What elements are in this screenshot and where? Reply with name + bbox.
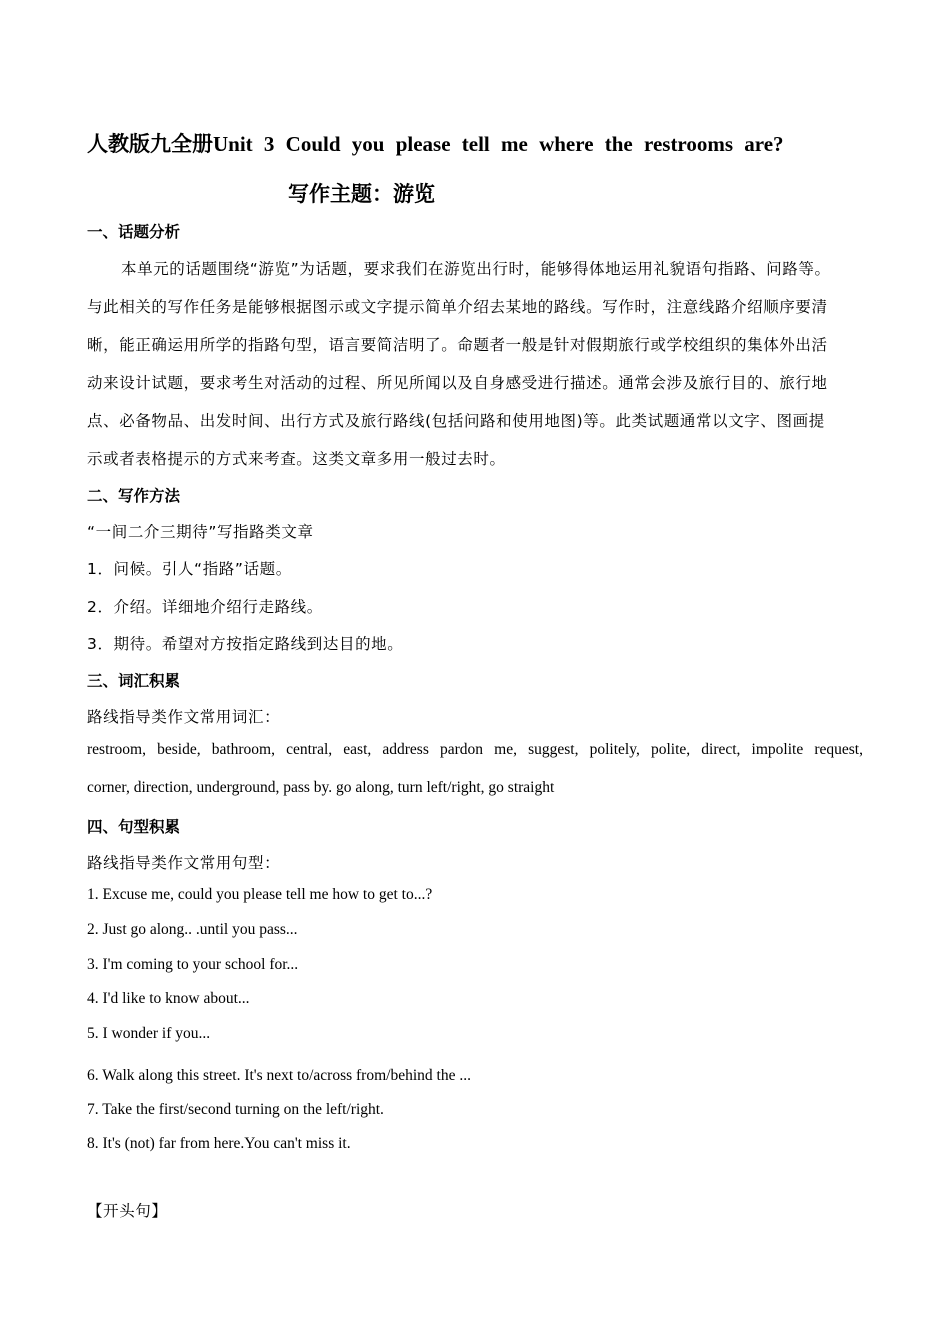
- sentence-item: 7. Take the first/second turning on the left/right.: [87, 1101, 384, 1118]
- document-title: 人教版九全册Unit 3 Could you please tell me where the restrooms are?: [87, 132, 784, 156]
- paragraph-line: 动来设计试题，要求考生对活动的过程、所见所闻以及自身感受进行描述。通常会涉及旅行目的、旅行地: [87, 374, 828, 392]
- sentence-item: 2. Just go along.. .until you pass...: [87, 921, 298, 938]
- vocabulary-line: corner, direction, underground, pass by. go along, turn left/right, go straight: [87, 779, 555, 796]
- sentence-item: 4. I'd like to know about...: [87, 990, 250, 1007]
- sentence-intro: 路线指导类作文常用句型：: [87, 854, 281, 872]
- paragraph-line: 晰，能正确运用所学的指路句型，语言要简洁明了。命题者一般是针对假期旅行或学校组织的集体外出活: [87, 336, 828, 354]
- paragraph-line: 本单元的话题围绕“游览”为话题，要求我们在游览出行时，能够得体地运用礼貌语句指路、问路等。: [121, 260, 831, 278]
- section-heading-sentence-patterns: 四、句型积累: [87, 817, 181, 836]
- method-intro: “一间二介三期待”写指路类文章: [87, 523, 314, 541]
- sentence-item: 5. I wonder if you...: [87, 1025, 211, 1042]
- method-item: 2．介绍。详细地介绍行走路线。: [87, 598, 323, 616]
- paragraph-line: 与此相关的写作任务是能够根据图示或文字提示简单介绍去某地的路线。写作时，注意线路介绍顺序要清: [87, 298, 828, 316]
- sentence-item: 6. Walk along this street. It's next to/across from/behind the ...: [87, 1067, 471, 1084]
- section-heading-topic-analysis: 一、话题分析: [87, 222, 181, 241]
- vocabulary-intro: 路线指导类作文常用词汇：: [87, 708, 281, 726]
- sentence-item: 8. It's (not) far from here.You can't miss it.: [87, 1135, 351, 1152]
- sentence-item: 3. I'm coming to your school for...: [87, 956, 299, 973]
- section-heading-writing-method: 二、写作方法: [87, 486, 181, 505]
- sentence-item: 1. Excuse me, could you please tell me how to get to...?: [87, 886, 433, 903]
- method-item: 1．问候。引人“指路”话题。: [87, 560, 292, 578]
- paragraph-line: 点、必备物品、出发时间、出行方式及旅行路线(包括问路和使用地图)等。此类试题通常以文字、图画提: [87, 412, 825, 430]
- vocabulary-line: restroom, beside, bathroom, central, east, address pardon me, suggest, politely, polite, direct, impolite request,: [87, 741, 863, 758]
- method-item: 3．期待。希望对方按指定路线到达目的地。: [87, 635, 404, 653]
- document-subtitle: 写作主题：游览: [288, 181, 435, 206]
- paragraph-line: 示或者表格提示的方式来考查。这类文章多用一般过去时。: [87, 450, 506, 468]
- section-heading-vocabulary: 三、词汇积累: [87, 671, 181, 690]
- opening-sentences-heading: 【开头句】: [87, 1202, 168, 1220]
